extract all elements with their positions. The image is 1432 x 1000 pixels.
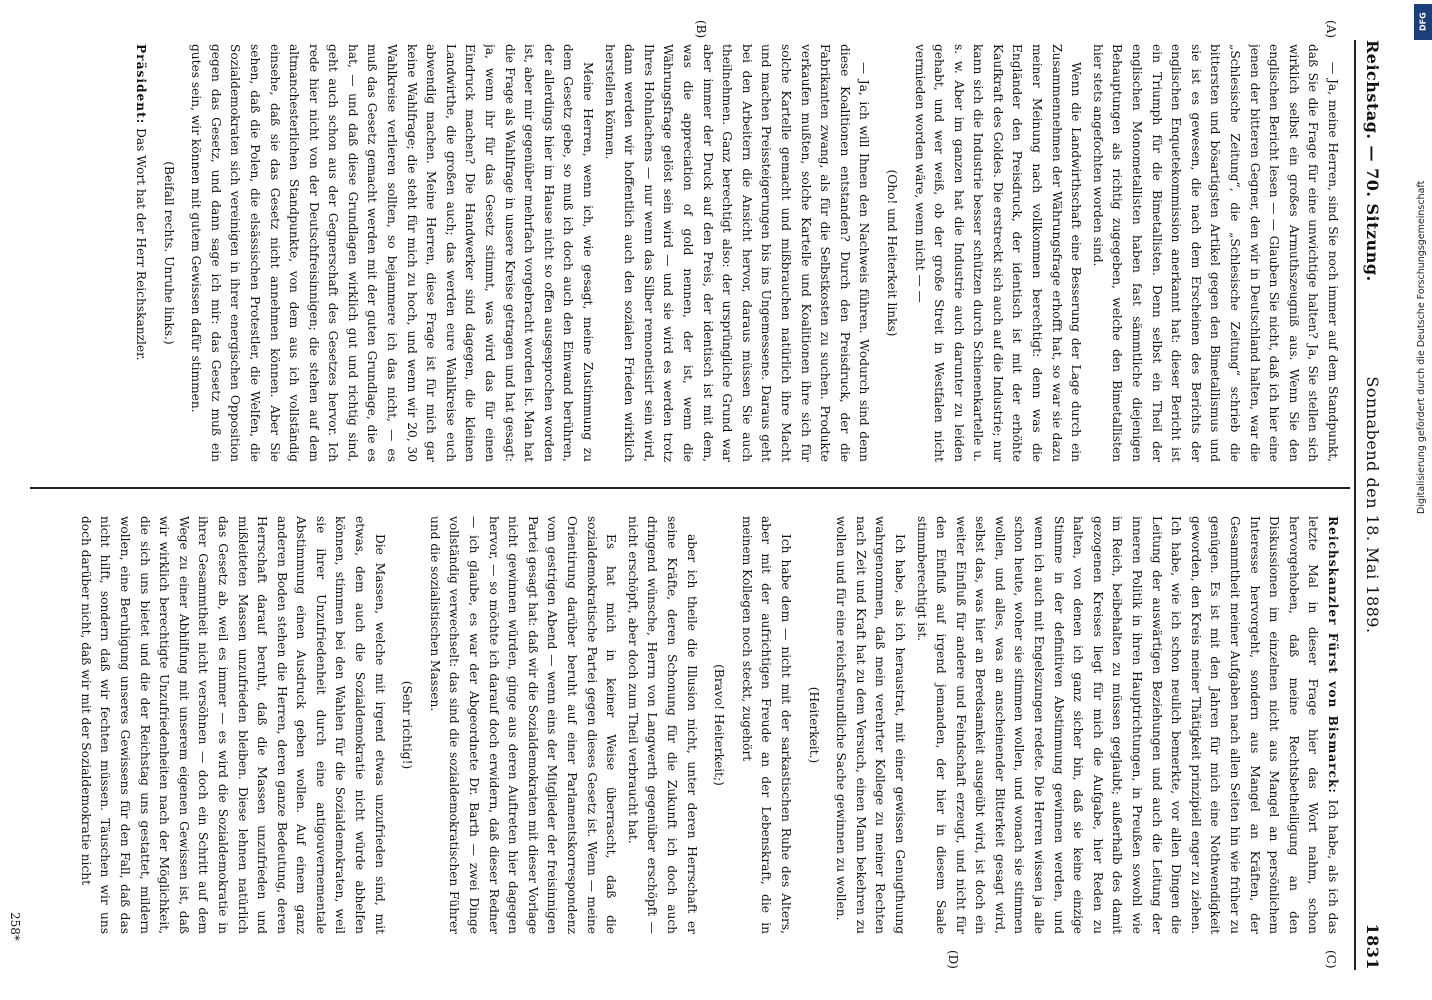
stage-direction: (Sehr richtig!) bbox=[400, 680, 415, 770]
stage-direction: (Oho! und Heiterkeit links) bbox=[884, 169, 899, 337]
stage-direction: (Bravo! Heiterkeit;) bbox=[712, 664, 727, 786]
section-marker-b: (B) bbox=[694, 20, 708, 39]
column-divider bbox=[30, 487, 1350, 489]
speech-paragraph: Es hat mich in keiner Weise überrascht, daß die sozialdemokratische Partei gegen dieses Gesetz ist. Wenn — meine Orientirung darüber beruht auf einer Parlamentskorrespondenz vom gestrigen Abend — wenn eins der Mitglieder der freisinnigen Partei gesagt hat: daß wir die Sozialdemokraten mit dieser Vorlage nicht gewinnen würden, ginge aus deren Auftreten hier dagegen hervor, — so möchte ich darauf doch erwidern, daß dieser Redner — ich glaube, es war der Abgeordnete Dr. Barth — zwei Dinge vollständig verwechselt: das sind die sozialdemokratischen Führer und die sozialistischen Massen. bbox=[427, 516, 619, 934]
speech-paragraph: Ich habe, als ich heraustrat, mit einer gewissen Genugthuung wahrgenommen, daß mein verehrter Kollege zu meiner Rechten nach Zeit und Kraft hat zu dem Versuch, einen Mann bekehren zu wollen und für eine reichsfreundliche Sache gewinnen zu wollen. bbox=[834, 516, 907, 934]
speaker-name: Präsident: bbox=[133, 44, 148, 125]
speech-text: Das Wort hat der Herr Reichskanzler. bbox=[133, 128, 148, 361]
header-date: Sonnabend den 18. Mai 1889. bbox=[1363, 376, 1382, 634]
right-column bbox=[40, 516, 1342, 934]
speaker-paragraph bbox=[911, 516, 1342, 934]
dfg-logo: DFG bbox=[1414, 4, 1432, 40]
section-marker-c: (C) bbox=[1324, 950, 1338, 969]
stage-direction: (Heiterkeit.) bbox=[806, 686, 821, 764]
digitization-credit: Digitalisierung gefördert durch die Deutsche Forschungsgemeinschaft bbox=[1416, 180, 1427, 514]
stage-direction: (Beifall rechts. Unruhe links.) bbox=[161, 161, 176, 345]
left-column bbox=[40, 44, 1342, 462]
speech-paragraph: Ich habe dem — nicht mit der sarkastischen Ruhe des Alters, aber mit der aufrichtigen Freude an der Lebenskraft, die in meinem Kollegen noch steckt, zugehört bbox=[739, 516, 793, 934]
speech-paragraph: — Ja, ich will Ihnen den Nachweis führen. Wodurch sind denn diese Koalitionen entstanden? Durch den Preisdruck, der die Fabrikanten zwang, als für die Selbstkosten zu suchen. Produkte verkaufen mußten, solche Kartelle und Koalitionen ihre sich für solche Kartelle gemacht und mißbrauchen natürlich ihre Macht und machen Preissteigerungen bis ins Ungemessene. Daraus geht bei den Arbeitern die Ansicht hervor, daraus müssen Sie auch theilnehmen. Ganz berechtigt also: der ursprüngliche Grund war aber immer der Druck auf den Preis, der identisch ist mit dem, was die appreciation of gold nennen, der ist, wenn die Währungsfrage gelöst sein wird — und sie wird es werden trotz Ihres Hohnlachens — nur wenn das Silber remonetisirt sein wird, dann werden wir hoffentlich auch den sozialen Frieden wirklich herstellen können. bbox=[602, 44, 872, 462]
speech-paragraph: Meine Herren, wenn ich, wie gesagt, meine Zustimmung zu dem Gesetz gebe, so muß ich doch auch den Einwand berühren, der allerdings hier im Hause nicht so offen ausgesprochen worden ist, aber mir gegenüber mehrfach vorgebracht worden ist. Man hat die Frage als Wahlfrage in unsere Kreise getragen und hat gesagt: ja, wenn ihr für das Gesetz stimmt, was wird das für einen Eindruck machen? Die Handwerker sind dagegen, die kleinen Landwirthe, die großen auch; das werden eure Wahlkreise euch abwendig machen. Meine Herren, diese Frage ist für mich gar keine Wahlfrage; die steht für mich zu hoch, und wenn wir 20, 30 Wahlkreise verlieren sollten, so bejammere ich das nicht, — es muß das Gesetz gemacht werden mit der guten Grundlage, die es hat, — und daß diese Grundlagen wirklich gut und richtig sind, geht auch schon aus der Gegnerschaft des Gesetzes hervor. Ich rede hier nicht von der Deutschfreisinnigen; die stehen auf dem altmanchesterlichen Standpunkte, von dem aus ich vollständig einsehe, daß sie das Gesetz nicht annehmen können. Aber Sie sehen, daß die Polen, die elsässischen Protestler, die Welfen, die Sozialdemokraten sich vereinigen in ihrer energischen Opposition gegen das Gesetz, und dann sage ich mir: das Gesetz muß ein gutes sein, wir können mit gutem Gewissen dafür stimmen. bbox=[189, 44, 596, 462]
speech-paragraph: aber ich theile die Illusion nicht, unter deren Herrschaft er seine Kräfte, deren Schonung für die Zukunft ich doch auch dringend wünsche, Herrn von Langwerth gegenüber erschöpft — nicht erschöpft, aber doch zum Theil verbraucht hat. bbox=[625, 516, 699, 934]
speaker-paragraph bbox=[130, 44, 150, 462]
speech-paragraph: Wenn die Landwirthschaft eine Besserung der Lage durch ein Zusammennehmen der Währungsfrage erhofft hat, so war sie dazu meiner Meinung nach vollkommen berechtigt: denn was die Engländer den Preisdruck, der identisch ist mit der erhöhte Kaufkraft des Goldes. Die erstreckt sich auch auf die Industrie; nur kann sich die Industrie besser schützen durch Schienenkartelle u. s. w. Aber im ganzen hat die Industrie auch darunter zu leiden gehabt, und wer weiß, ob der große Streit in Westfalen nicht vermieden worden wäre, wenn nicht — — bbox=[912, 44, 1084, 462]
page-header bbox=[1350, 40, 1420, 970]
header-left: Reichstag. — 70. Sitzung. bbox=[1363, 40, 1382, 282]
speech-text: Ich habe, als ich das letzte Mal in dieser Frage hier das Wort nahm, schon hervorgehoben, daß meine Rechtsbetheiligung an den Diskussionen im einzelnen nicht aus Mangel an persönlichem Interesse hervorgeht, sondern aus Mangel an Kräften, der Gesammtheit meiner Aufgaben nach allen Seiten hin wie früher zu genügen. Es ist mit den Jahren für mich eine Nothwendigkeit geworden, den Kreis meiner Thätigkeit prinzipiell enger zu ziehen. Ich habe, wie ich schon neulich bemerkte, vor allen Dingen die Leitung der auswärtigen Beziehungen und auch die Leitung der inneren Politik in ihren Hauptrichtungen, in Preußen sowohl wie im Reich, beibehalten zu müssen geglaubt; außerhalb des damit gezogenen Kreises liegt für mich die Aufgabe, hier Reden zu halten, von denen ich ganz sicher bin, daß sie keine einzige Stimme in der definitiven Abstimmung gewinnen werden, und wenn ich auch mit Engelszungen redete. Die Herren wissen ja alle schon heute, woher sie stimmen wollen, und wonach sie stimmen wollen, und alles, was an anscheinender Bitterkeit gesagt wird, selbst das, was hier an Beredsamkeit ausgeübt wird, ist doch ein weiter Einfluß für andere und Feindschaft erzeugt, und nicht für den Einfluß auf irgend jemanden, der hier in diesem Saale stimmberechtigt ist. bbox=[914, 516, 1340, 934]
section-marker-a: (A) bbox=[1324, 20, 1338, 39]
page-signature: 258* bbox=[8, 912, 22, 941]
section-marker-d: (D) bbox=[946, 950, 960, 969]
speaker-name: Reichskanzler Fürst von Bismarck: bbox=[1326, 516, 1340, 794]
speech-paragraph: — Ja, meine Herren, sind Sie noch immer auf dem Standpunkt, daß Sie die Frage für eine unwichtige halten? Ja, Sie stellen sich wirklich selbst ein großes Armuthszeugniß aus. Wenn Sie den englischen Bericht lesen — — Glauben Sie nicht, daß ich hier eine jenen der bitteren Gegner, den wir in Deutschland halten, war die „Schlesische Zeitung“, die „Schlesische Zeitung“ schrieb die bittersten und bösartigsten Artikel gegen den Bimetallismus und sie ist es gewesen, die nach dem Erscheinen des Berichts der englischen Enquetekommission anerkannt hat: dieser Bericht ist ein Triumph für die Bimetallisten. Denn selbst ein Theil der englischen Monometallisten haben fast sämmtliche diejenigen Behauptungen als richtig zugegeben, welche den Bimetallisten hier stets angefochten worden sind. bbox=[1090, 44, 1340, 462]
header-page-number: 1831 bbox=[1363, 923, 1382, 970]
header-rule bbox=[1354, 40, 1356, 970]
speech-paragraph: Die Massen, welche mit irgend etwas unzufrieden sind, mit etwas, dem auch die Sozialdemokratie nicht würde abhelfen können, stimmen bei den Wahlen für die Sozialdemokraten, weil sie ihrer Unzufriedenheit durch eine antigouvernementale Abstimmung einen Ausdruck geben wollen. Auf einem ganz anderen Boden stehen die Herren, deren ganze Bedeutung, deren Herrschaft darauf beruht, daß die Massen unzufrieden und mißleiteten Massen unzufrieden bleiben. Diese lehnen natürlich das Gesetz ab, weil es immer — es wird die Sozialdemokratie in ihrer Gesammtheit nicht versöhnen — doch ein Schritt auf dem Wege zu einer Abhilfung mit unserem eigenen Gewissen ist, daß wir wirklich berechtigte Unzufriedenheiten nach der Möglichkeit, die sich uns bietet und die der Reichstag uns gestattet, mildern wollen, eine Beruhigung unseres Gewissens für den Fall, daß das nicht hilft, sondern daß wir fechten müssen. Täuschen wir uns doch darüber nicht, daß wir mit der Sozialdemokratie nicht bbox=[78, 516, 387, 934]
